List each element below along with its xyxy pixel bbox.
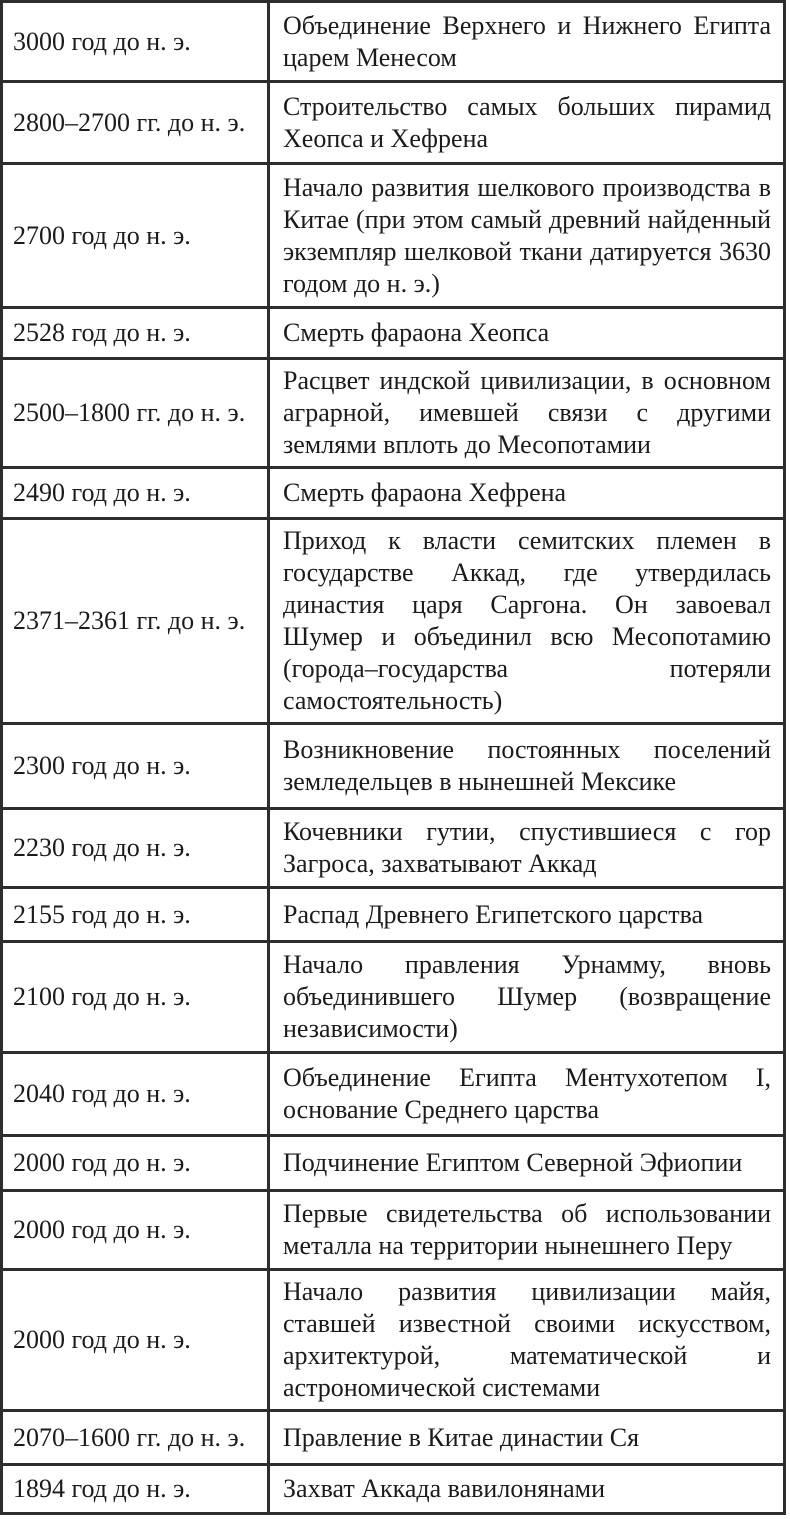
event-cell: Объединение Верхнего и Нижнего Египта царем Менесом <box>269 2 785 82</box>
event-cell: Приход к власти семитских племен в государстве Аккад, где утвердилась династия царя Саргона. Он завоевал Шумер и объединил всю Месопотамию (города–государства потеряли самостоятельность) <box>269 519 785 724</box>
event-cell: Объединение Египта Ментухотепом I, основание Среднего царства <box>269 1053 785 1136</box>
event-cell: Начало развития цивилизации майя, ставшей известной своими искусством, архитектурой, математической и астрономической системами <box>269 1270 785 1411</box>
table-row <box>2 308 785 359</box>
event-cell: Первые свидетельства об использовании металла на территории нынешнего Перу <box>269 1191 785 1270</box>
table-row <box>2 1053 785 1136</box>
date-cell: 2100 год до н. э. <box>2 942 269 1053</box>
event-cell: Расцвет индской цивилизации, в основном аграрной, имевшей связи с другими землями вплоть до Месопотамии <box>269 359 785 468</box>
event-cell: Смерть фараона Хеопса <box>269 308 785 359</box>
date-cell: 2040 год до н. э. <box>2 1053 269 1136</box>
table-row <box>2 164 785 308</box>
table-row <box>2 809 785 888</box>
table-row <box>2 1270 785 1411</box>
date-cell: 2700 год до н. э. <box>2 164 269 308</box>
event-cell: Начало развития шелкового производства в Китае (при этом самый древний найденный экземпляр шелковой ткани датируется 3630 годом до н. э.) <box>269 164 785 308</box>
event-cell: Кочевники гутии, спустившиеся с гор Загроса, захватывают Аккад <box>269 809 785 888</box>
table-row <box>2 82 785 164</box>
table-row <box>2 888 785 942</box>
timeline-table-body <box>2 2 785 1514</box>
event-cell: Захват Аккада вавилонянами <box>269 1465 785 1514</box>
event-cell: Правление в Китае династии Ся <box>269 1411 785 1465</box>
table-row <box>2 942 785 1053</box>
date-cell: 3000 год до н. э. <box>2 2 269 82</box>
event-cell: Распад Древнего Египетского царства <box>269 888 785 942</box>
table-row <box>2 2 785 82</box>
table-row <box>2 1411 785 1465</box>
date-cell: 2528 год до н. э. <box>2 308 269 359</box>
table-row <box>2 724 785 809</box>
date-cell: 2000 год до н. э. <box>2 1270 269 1411</box>
event-cell: Смерть фараона Хефрена <box>269 468 785 519</box>
table-row <box>2 468 785 519</box>
table-row <box>2 519 785 724</box>
table-row <box>2 1136 785 1191</box>
table-row <box>2 359 785 468</box>
table-row <box>2 1465 785 1514</box>
event-cell: Возникновение постоянных поселений земледельцев в нынешней Мексике <box>269 724 785 809</box>
date-cell: 2371–2361 гг. до н. э. <box>2 519 269 724</box>
event-cell: Строительство самых больших пирамид Хеопса и Хефрена <box>269 82 785 164</box>
event-cell: Подчинение Египтом Северной Эфиопии <box>269 1136 785 1191</box>
date-cell: 2800–2700 гг. до н. э. <box>2 82 269 164</box>
date-cell: 2490 год до н. э. <box>2 468 269 519</box>
date-cell: 2155 год до н. э. <box>2 888 269 942</box>
date-cell: 1894 год до н. э. <box>2 1465 269 1514</box>
date-cell: 2230 год до н. э. <box>2 809 269 888</box>
date-cell: 2500–1800 гг. до н. э. <box>2 359 269 468</box>
date-cell: 2000 год до н. э. <box>2 1136 269 1191</box>
date-cell: 2070–1600 гг. до н. э. <box>2 1411 269 1465</box>
date-cell: 2300 год до н. э. <box>2 724 269 809</box>
event-cell: Начало правления Урнамму, вновь объединившего Шумер (возвращение независимости) <box>269 942 785 1053</box>
table-row <box>2 1191 785 1270</box>
date-cell: 2000 год до н. э. <box>2 1191 269 1270</box>
